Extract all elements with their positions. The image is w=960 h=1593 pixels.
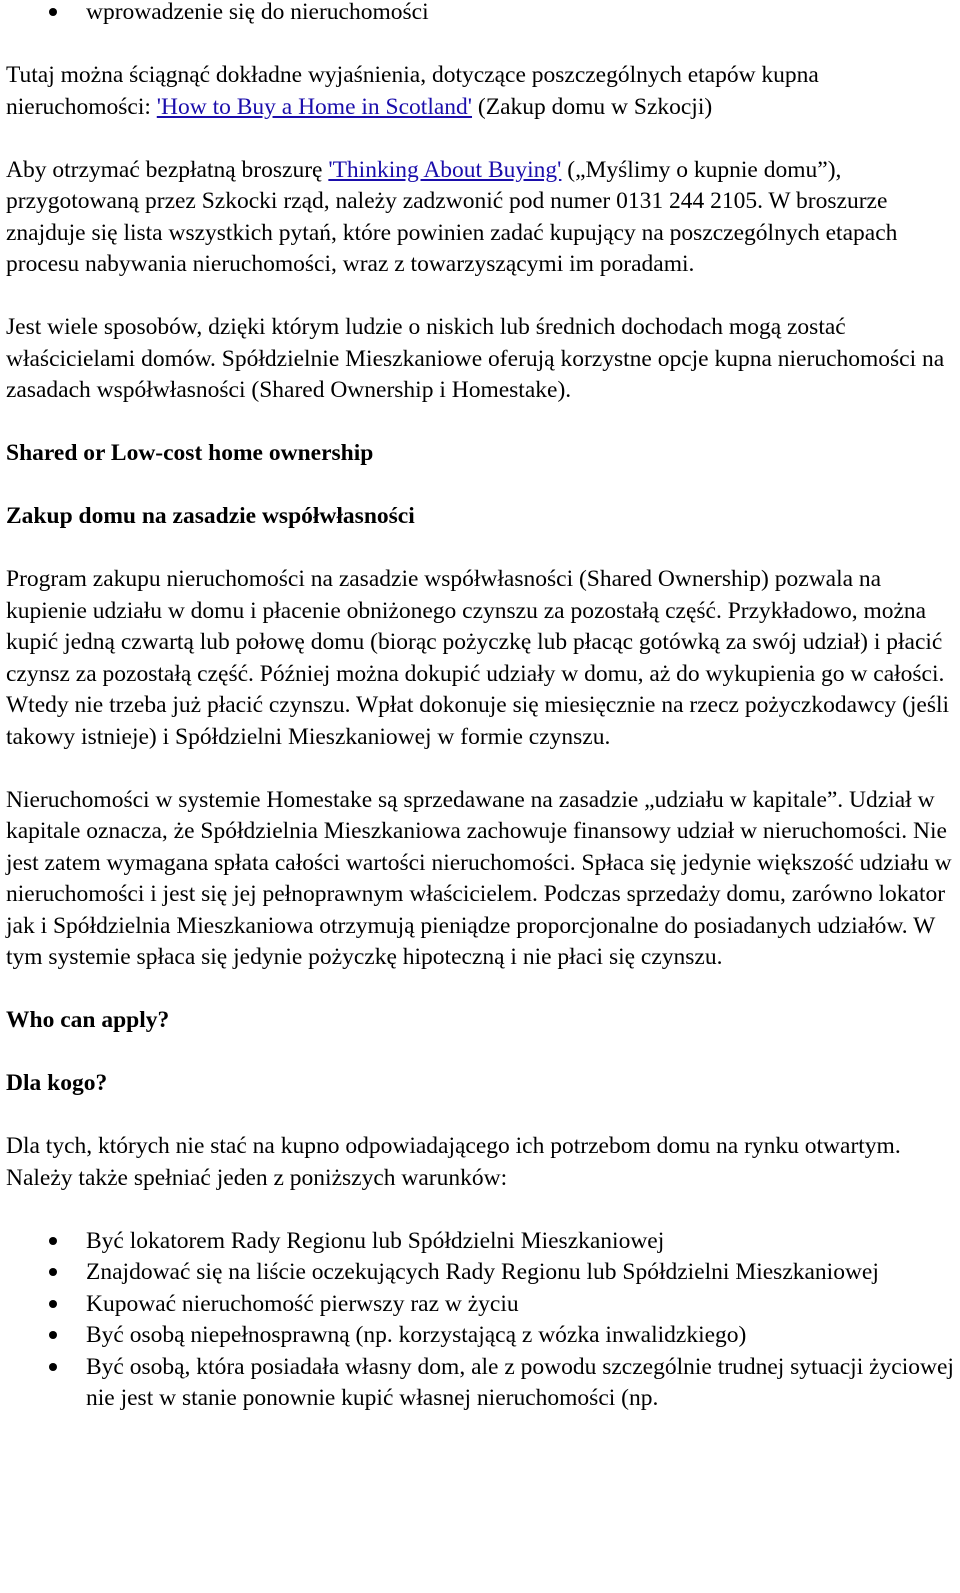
list-item: wprowadzenie się do nieruchomości bbox=[86, 0, 960, 29]
how-to-buy-link[interactable]: 'How to Buy a Home in Scotland' bbox=[156, 93, 473, 120]
list-item: Być osobą niepełnosprawną (np. korzystającą z wózka inwalidzkiego) bbox=[86, 1320, 960, 1352]
list-item: Być osobą, która posiadała własny dom, ale z powodu szczególnie trudnej sytuacji życiowej nie jest w stanie ponownie kupić własnej nieruchomości (np. bbox=[86, 1352, 960, 1415]
heading-shared-pl: Zakup domu na zasadzie współwłasności bbox=[6, 503, 415, 529]
paragraph-brochure bbox=[6, 155, 960, 281]
paragraph-how-to-buy bbox=[6, 60, 960, 123]
list-item: Być lokatorem Rady Regionu lub Spółdzielni Mieszkaniowej bbox=[86, 1226, 960, 1258]
paragraph-shared-ownership: Program zakupu nieruchomości na zasadzie współwłasności (Shared Ownership) pozwala na kupienie udziału w domu i płacenie obniżonego czynszu za pozostałą część. Przykładowo, można kupić jedną czwartą lub połowę domu (biorąc pożyczkę lub płacąc gotówką za swój udział) i płacić czynsz za pozostałą część. Później można dokupić udziały w domu, aż do wykupienia go w całości. Wtedy nie trzeba już płacić czynszu. Wpłat dokonuje się miesięcznie na rzecz pożyczkodawcy (jeśli takowy istnieje) i Spółdzielni Mieszkaniowej w formie czynszu. bbox=[6, 566, 950, 750]
paragraph-eligibility: Dla tych, których nie stać na kupno odpowiadającego ich potrzebom domu na rynku otwartym. Należy także spełniać jeden z poniższych warunków: bbox=[6, 1133, 901, 1191]
paragraph-text: Tutaj można ściągnąć dokładne wyjaśnienia, dotyczące poszczególnych etapów kupna nieruchomości: bbox=[6, 62, 819, 120]
heading-who-en: Who can apply? bbox=[6, 1007, 170, 1033]
thinking-about-buying-link[interactable]: 'Thinking About Buying' bbox=[328, 156, 562, 183]
intro-list bbox=[6, 0, 960, 29]
heading-shared-en: Shared or Low-cost home ownership bbox=[6, 440, 374, 466]
conditions-list bbox=[6, 1226, 960, 1415]
list-item: Kupować nieruchomość pierwszy raz w życiu bbox=[86, 1289, 960, 1321]
paragraph-ownership-options: Jest wiele sposobów, dzięki którym ludzie o niskich lub średnich dochodach mogą zostać właścicielami domów. Spółdzielnie Mieszkaniowe oferują korzystne opcje kupna nieruchomości na zasadach współwłasności (Shared Ownership i Homestake). bbox=[6, 314, 945, 403]
paragraph-text: („Myślimy o kupnie domu”), przygotowaną przez Szkocki rząd, należy zadzwonić pod numer 0131 244 2105. W broszurze znajduje się lista wszystkich pytań, które powinien zadać kupujący na poszczególnych etapach procesu nabywania nieruchomości, wraz z towarzyszącymi im poradami. bbox=[6, 156, 898, 277]
list-item: Znajdować się na liście oczekujących Rady Regionu lub Spółdzielni Mieszkaniowej bbox=[86, 1257, 960, 1289]
heading-who-pl: Dla kogo? bbox=[6, 1070, 108, 1096]
paragraph-homestake: Nieruchomości w systemie Homestake są sprzedawane na zasadzie „udziału w kapitale”. Udział w kapitale oznacza, że Spółdzielnia Mieszkaniowa zachowuje finansowy udział w nieruchomości. Nie jest zatem wymagana spłata całości wartości nieruchomości. Spłaca się jedynie większość udziału w nieruchomości i jest się jej pełnoprawnym właścicielem. Podczas sprzedaży domu, zarówno lokator jak i Spółdzielnia Mieszkaniowa otrzymują pieniądze proporcjonalne do posiadanych udziałów. W tym systemie spłaca się jedynie pożyczkę hipoteczną i nie płaci się czynszu. bbox=[6, 786, 952, 970]
paragraph-text: (Zakup domu w Szkocji) bbox=[472, 93, 713, 120]
paragraph-text: Aby otrzymać bezpłatną broszurę bbox=[6, 156, 329, 183]
